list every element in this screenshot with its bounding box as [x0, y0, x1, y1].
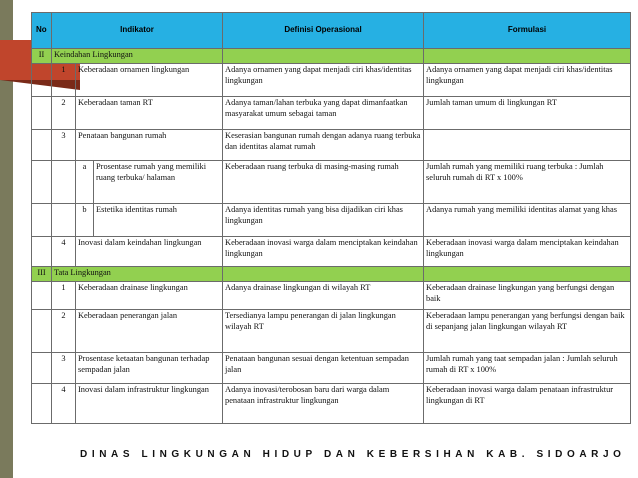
- row-number: 1: [52, 282, 76, 310]
- row-number: 1: [52, 64, 76, 97]
- row-indikator: Keberadaan penerangan jalan: [76, 310, 223, 353]
- empty-cell: [32, 237, 52, 267]
- row-definisi: Keserasian bangunan rumah dengan adanya ruang terbuka dan identitas alamat rumah: [223, 130, 424, 161]
- section-title: Keindahan Lingkungan: [52, 49, 223, 64]
- row-definisi: Penataan bangunan sesuai dengan ketentuan sempadan jalan: [223, 353, 424, 384]
- table-row: [32, 64, 631, 97]
- empty-cell: [32, 384, 52, 424]
- row-indikator: Prosentase rumah yang memiliki ruang terbuka/ halaman: [94, 161, 223, 204]
- table-row: [32, 282, 631, 310]
- section-number: III: [32, 267, 52, 282]
- row-formulasi: Jumlah rumah yang memiliki ruang terbuka : Jumlah seluruh rumah di RT x 100%: [424, 161, 631, 204]
- row-number: 3: [52, 353, 76, 384]
- section-row-keindahan: [32, 49, 631, 64]
- row-number: 4: [52, 237, 76, 267]
- row-formulasi: Keberadaan lampu penerangan yang berfungsi dengan baik di sepanjang jalan lingkungan wilayah RT: [424, 310, 631, 353]
- row-definisi: Tersedianya lampu penerangan di jalan lingkungan wilayah RT: [223, 310, 424, 353]
- row-number: 4: [52, 384, 76, 424]
- section-number: II: [32, 49, 52, 64]
- empty-cell: [223, 49, 424, 64]
- header-formulasi: Formulasi: [424, 13, 631, 49]
- row-formulasi: Jumlah rumah yang taat sempadan jalan : Jumlah seluruh rumah di RT x 100%: [424, 353, 631, 384]
- table-row: [32, 97, 631, 130]
- table-row: [32, 310, 631, 353]
- empty-cell: [32, 310, 52, 353]
- empty-cell: [424, 49, 631, 64]
- empty-cell: [32, 97, 52, 130]
- row-formulasi: [424, 130, 631, 161]
- row-indikator: Penataan bangunan rumah: [76, 130, 223, 161]
- table-row: [32, 384, 631, 424]
- row-definisi: Adanya taman/lahan terbuka yang dapat dimanfaatkan masyarakat umum sebagai taman: [223, 97, 424, 130]
- empty-cell: [32, 64, 52, 97]
- header-no: No: [32, 13, 52, 49]
- row-number: 2: [52, 97, 76, 130]
- row-definisi: Adanya ornamen yang dapat menjadi ciri khas/identitas lingkungan: [223, 64, 424, 97]
- row-indikator: Keberadaan taman RT: [76, 97, 223, 130]
- empty-cell: [32, 353, 52, 384]
- empty-cell: [32, 282, 52, 310]
- empty-cell: [32, 204, 52, 237]
- row-definisi: Adanya inovasi/terobosan baru dari warga dalam penataan infrastruktur lingkungan: [223, 384, 424, 424]
- sub-row-letter: a: [76, 161, 94, 204]
- row-formulasi: Jumlah taman umum di lingkungan RT: [424, 97, 631, 130]
- row-number: 3: [52, 130, 76, 161]
- row-number: 2: [52, 310, 76, 353]
- row-definisi: Keberadaan ruang terbuka di masing-masing rumah: [223, 161, 424, 204]
- empty-cell: [424, 267, 631, 282]
- row-formulasi: Keberadaan drainase lingkungan yang berfungsi dengan baik: [424, 282, 631, 310]
- table-row: [32, 161, 631, 204]
- footer-agency-name: DINAS LINGKUNGAN HIDUP DAN KEBERSIHAN KAB. SIDOARJO: [80, 449, 626, 460]
- indicator-table: [31, 12, 631, 424]
- row-indikator: Inovasi dalam infrastruktur lingkungan: [76, 384, 223, 424]
- row-indikator: Estetika identitas rumah: [94, 204, 223, 237]
- empty-cell: [32, 161, 52, 204]
- table-row: [32, 130, 631, 161]
- empty-cell: [52, 204, 76, 237]
- row-indikator: Keberadaan drainase lingkungan: [76, 282, 223, 310]
- table-row: [32, 237, 631, 267]
- section-title: Tata Lingkungan: [52, 267, 223, 282]
- row-definisi: Keberadaan inovasi warga dalam menciptakan keindahan lingkungan: [223, 237, 424, 267]
- table-row: [32, 353, 631, 384]
- row-formulasi: Keberadaan inovasi warga dalam menciptakan keindahan lingkungan: [424, 237, 631, 267]
- empty-cell: [52, 161, 76, 204]
- row-formulasi: Adanya ornamen yang dapat menjadi ciri khas/identitas lingkungan: [424, 64, 631, 97]
- header-definisi: Definisi Operasional: [223, 13, 424, 49]
- row-definisi: Adanya identitas rumah yang bisa dijadikan ciri khas lingkungan: [223, 204, 424, 237]
- table-header-row: [32, 13, 631, 49]
- sub-row-letter: b: [76, 204, 94, 237]
- row-indikator: Inovasi dalam keindahan lingkungan: [76, 237, 223, 267]
- empty-cell: [32, 130, 52, 161]
- header-indikator: Indikator: [52, 13, 223, 49]
- table-row: [32, 204, 631, 237]
- row-indikator: Keberadaan ornamen lingkungan: [76, 64, 223, 97]
- row-formulasi: Keberadaan inovasi warga dalam penataan infrastruktur lingkungan di RT: [424, 384, 631, 424]
- row-formulasi: Adanya rumah yang memiliki identitas alamat yang khas: [424, 204, 631, 237]
- row-indikator: Prosentase ketaatan bangunan terhadap sempadan jalan: [76, 353, 223, 384]
- row-definisi: Adanya drainase lingkungan di wilayah RT: [223, 282, 424, 310]
- section-row-tata-lingkungan: [32, 267, 631, 282]
- empty-cell: [223, 267, 424, 282]
